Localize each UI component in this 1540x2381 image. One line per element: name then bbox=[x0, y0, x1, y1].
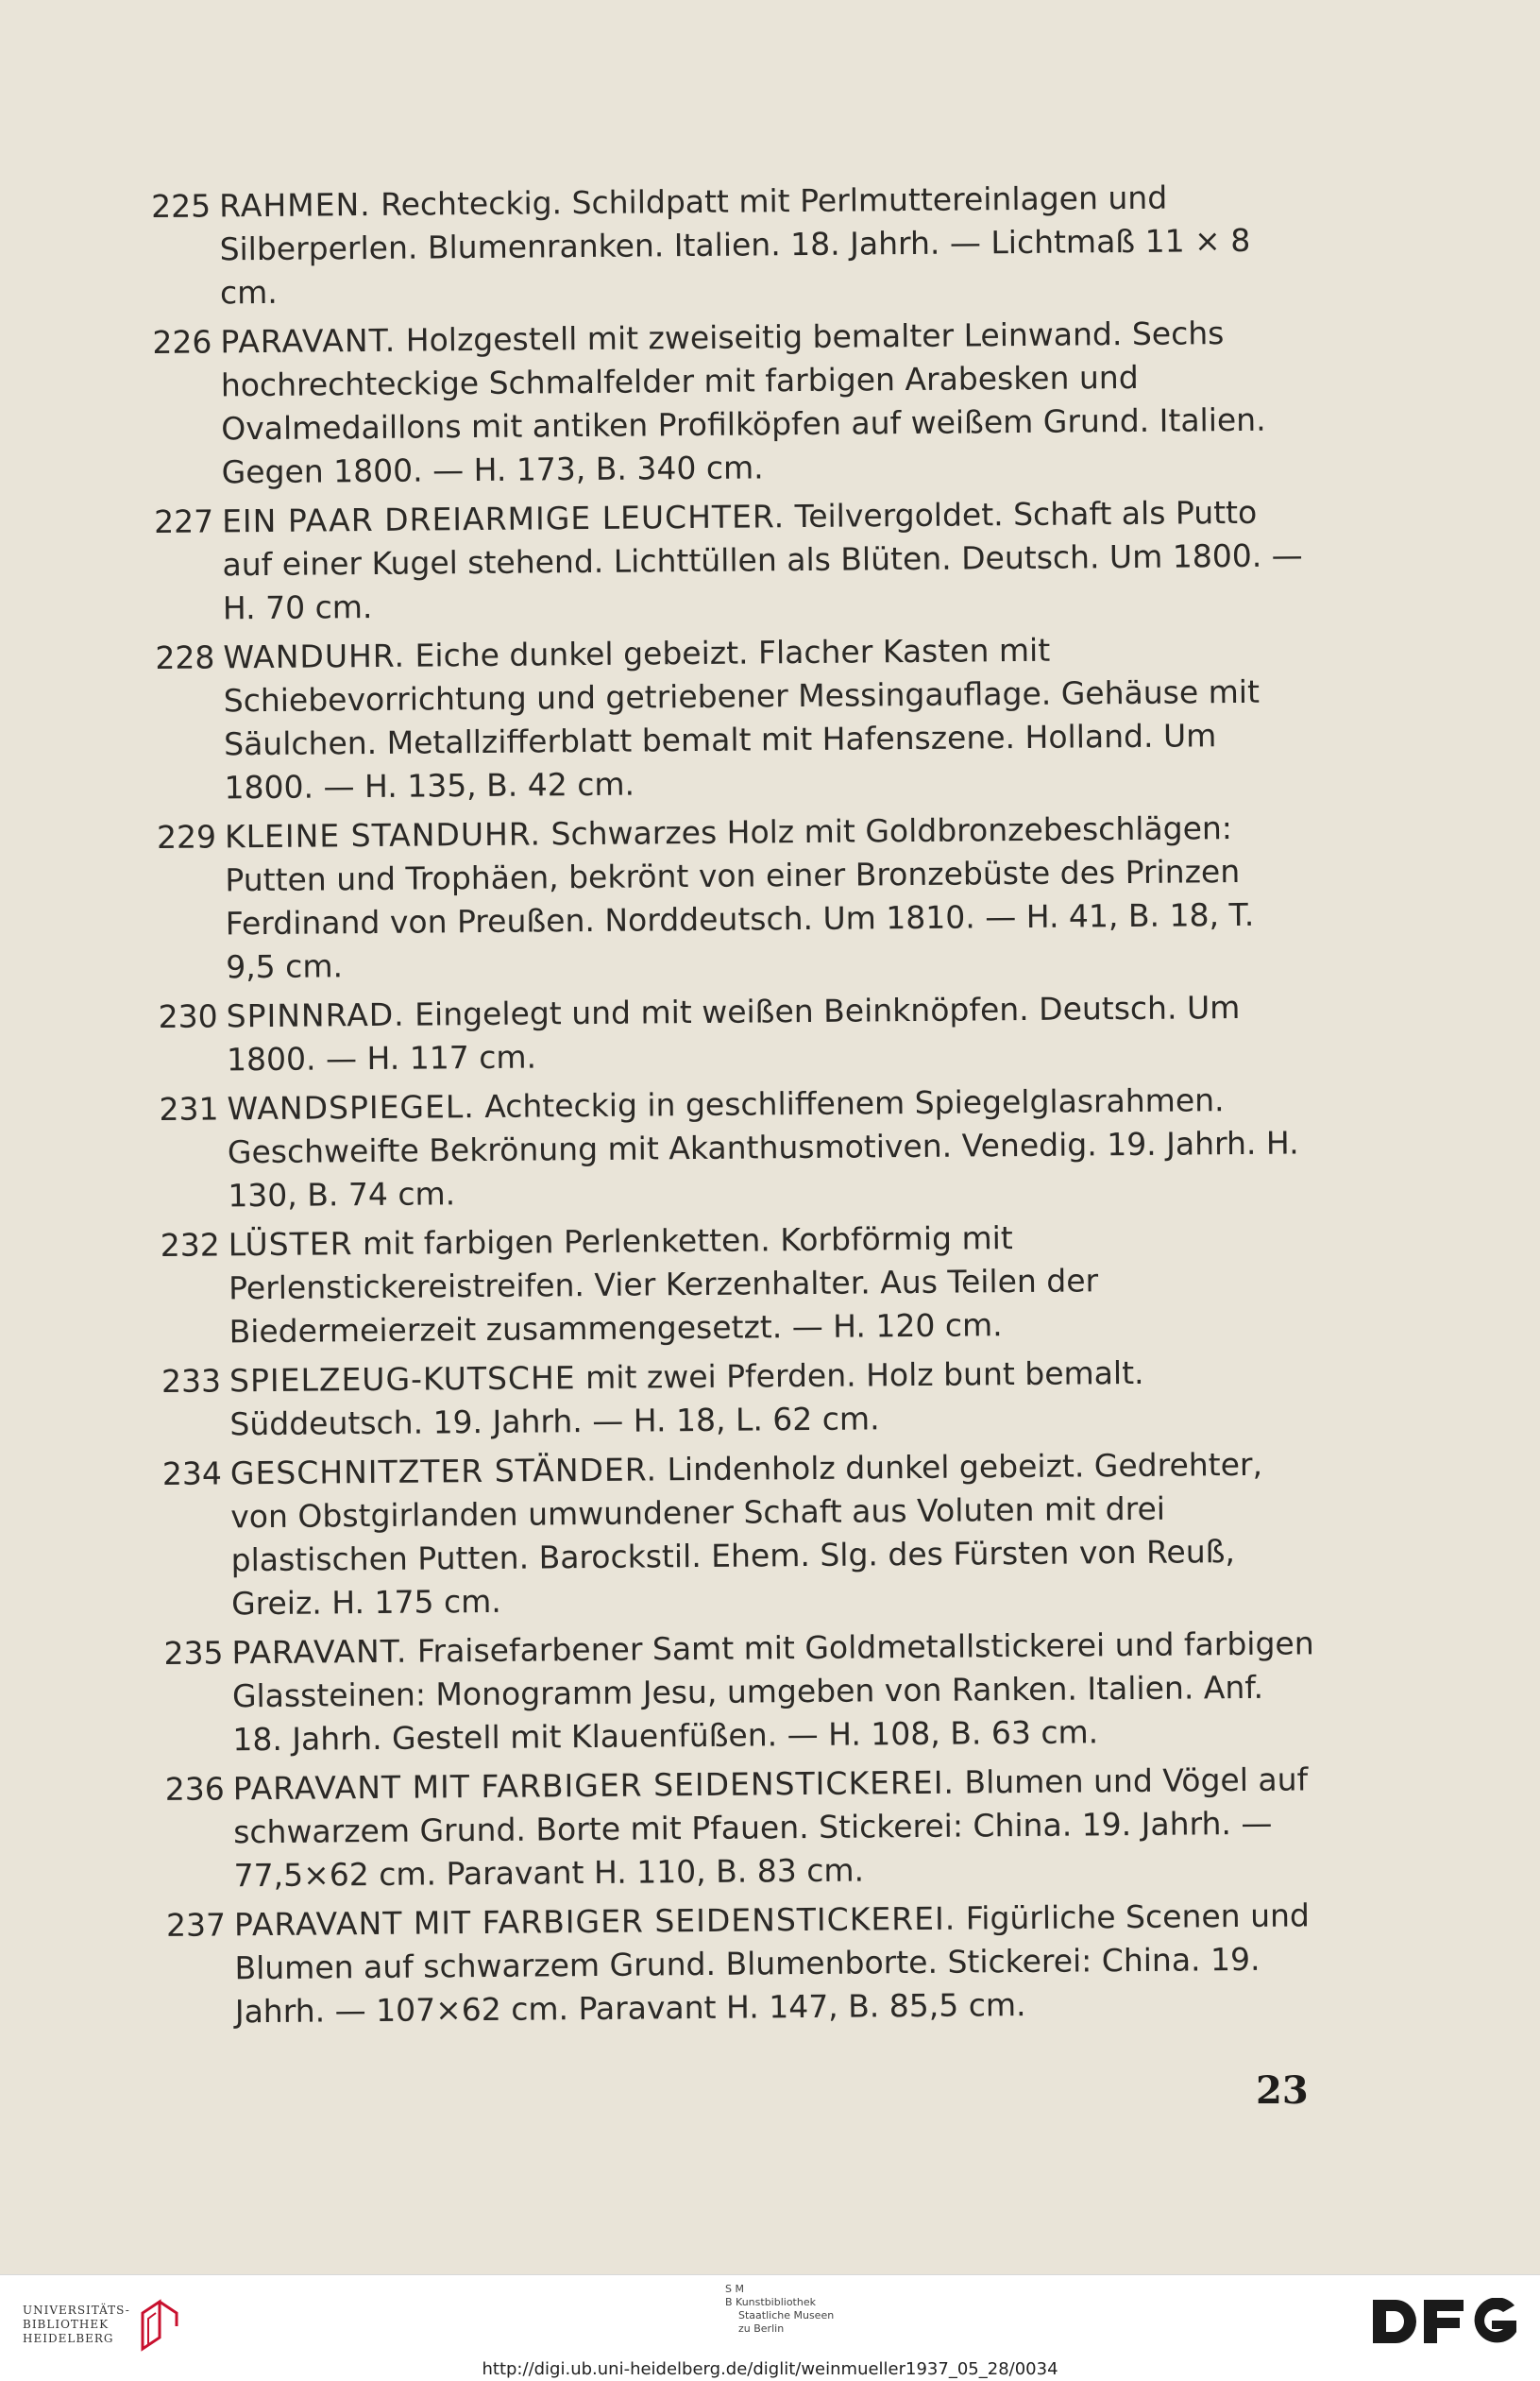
catalog-entry bbox=[165, 1758, 1318, 1898]
university-logo-line: HEIDELBERG bbox=[23, 2332, 114, 2345]
source-url-link[interactable]: http://digi.ub.uni-heidelberg.de/diglit/weinmueller1937_05_28/0034 bbox=[0, 2358, 1540, 2381]
catalog-entry bbox=[162, 1442, 1316, 1626]
dfg-logo[interactable] bbox=[1371, 2298, 1518, 2345]
entry-number: 226 bbox=[152, 323, 212, 361]
catalog-entry bbox=[152, 311, 1306, 495]
entry-title: PARAVANT. bbox=[231, 1632, 408, 1672]
catalog-entry bbox=[157, 806, 1311, 990]
entry-number: 228 bbox=[155, 638, 215, 676]
university-emblem-icon bbox=[137, 2298, 182, 2353]
entry-title: EIN PAAR DREIARMIGE LEUCHTER. bbox=[221, 498, 786, 540]
smb-kunstbibliothek-logo[interactable] bbox=[725, 2283, 834, 2336]
entry-title: SPINNRAD. bbox=[226, 995, 405, 1035]
entry-number: 230 bbox=[158, 997, 218, 1035]
catalog-entry bbox=[158, 985, 1311, 1082]
entry-text: Schwarzes Holz mit Goldbronzebeschlägen: Putten und Trophäen, bekrönt von einer Bronzebüste des Prinzen Ferdinand von Preußen. Norddeutsch. Um 1810. — H. 41, B. 18, T. 9,5 cm. bbox=[225, 809, 1255, 986]
entry-text: Lindenholz dunkel gebeizt. Gedrehter, von Obstgirlanden umwundener Schaft aus Voluten mit drei plastischen Putten. Barockstil. Ehem. Slg. des Fürsten von Reuß, Greiz. H. 175 cm. bbox=[230, 1445, 1263, 1623]
entry-title: SPIELZEUG-KUTSCHE bbox=[228, 1359, 576, 1400]
entry-text: Eiche dunkel gebeizt. Flacher Kasten mit Schiebevorrichtung und getriebener Messingauflage. Gehäuse mit Säulchen. Metallzifferblatt bemalt mit Hafenszene. Holland. Um 1800. — H. 135, B. 42 cm. bbox=[223, 631, 1261, 807]
entry-number: 231 bbox=[159, 1090, 219, 1128]
university-logo-line: UNIVERSITÄTS- bbox=[23, 2304, 130, 2317]
smb-logo-line: S M bbox=[725, 2283, 744, 2295]
smb-logo-line: Staatliche Museen bbox=[738, 2309, 835, 2321]
entry-title: GESCHNITZTER STÄNDER. bbox=[229, 1451, 658, 1492]
entry-text: mit farbigen Perlenketten. Korbförmig mit Perlenstickereistreifen. Vier Kerzenhalter. Aus Teilen der Biedermeierzeit zusammengesetzt. — H. 120 cm. bbox=[228, 1219, 1099, 1351]
entry-text: Rechteckig. Schildpatt mit Perlmuttereinlagen und Silberperlen. Blumenranken. Italien. 18. Jahrh. — Lichtmaß 11 × 8 cm. bbox=[219, 179, 1251, 312]
catalog-entry bbox=[161, 1214, 1313, 1354]
entry-number: 237 bbox=[165, 1906, 227, 1944]
entry-text: Figürliche Scenen und Blumen auf schwarzem Grund. Blumenborte. Stickerei: China. 19. Jahrh. — 107×62 cm. Paravant H. 147, B. 85,5 cm. bbox=[234, 1896, 1311, 2031]
entry-number: 225 bbox=[151, 187, 212, 225]
entry-number: 232 bbox=[160, 1226, 220, 1264]
entry-text: Teilvergoldet. Schaft als Putto auf einer Kugel stehend. Lichttüllen als Blüten. Deutsch. Um 1800. — H. 70 cm. bbox=[222, 493, 1303, 627]
entry-text: Achteckig in geschliffenem Spiegelglasrahmen. Geschweifte Bekrönung mit Akanthusmotiven. Venedig. 19. Jahrh. H. 130, B. 74 cm. bbox=[227, 1081, 1299, 1215]
catalog-entry bbox=[155, 626, 1309, 810]
entry-text: mit zwei Pferden. Holz bunt bemalt. Süddeutsch. 19. Jahrh. — H. 18, L. 62 cm. bbox=[229, 1353, 1144, 1443]
entry-text: Holzgestell mit zweiseitig bemalter Leinwand. Sechs hochrechteckige Schmalfelder mit farbigen Arabesken und Ovalmedaillons mit antiken Profilköpfen auf weißem Grund. Italien. Gegen 1800. — H. 173, B. 340 cm. bbox=[220, 315, 1266, 491]
catalog-entry bbox=[159, 1078, 1312, 1218]
entry-title: KLEINE STANDUHR. bbox=[224, 815, 542, 856]
entry-title: LÜSTER bbox=[228, 1225, 353, 1264]
entry-number: 229 bbox=[156, 818, 217, 856]
entry-title: WANDSPIEGEL. bbox=[227, 1088, 475, 1128]
footer-bar bbox=[0, 2274, 1540, 2359]
catalog-entry bbox=[166, 1894, 1319, 2034]
catalog-entry bbox=[163, 1622, 1316, 1762]
smb-logo-line: zu Berlin bbox=[738, 2322, 785, 2335]
page-number: 23 bbox=[1256, 2068, 1309, 2113]
catalog-entry bbox=[151, 175, 1304, 315]
entry-number: 235 bbox=[163, 1634, 224, 1672]
catalog-entries bbox=[151, 175, 1319, 2040]
entry-number: 234 bbox=[161, 1454, 223, 1492]
entry-title: RAHMEN. bbox=[219, 185, 371, 225]
entry-title: PARAVANT. bbox=[220, 321, 397, 361]
entry-number: 236 bbox=[164, 1770, 225, 1808]
entry-text: Eingelegt und mit weißen Beinknöpfen. Deutsch. Um 1800. — H. 117 cm. bbox=[226, 988, 1241, 1079]
entry-number: 233 bbox=[161, 1362, 222, 1400]
smb-logo-line: B Kunstbibliothek bbox=[725, 2296, 816, 2308]
entry-title: PARAVANT MIT FARBIGER SEIDENSTICKEREI. bbox=[233, 1899, 956, 1944]
entry-number: 227 bbox=[153, 502, 214, 540]
university-library-logo[interactable] bbox=[23, 2304, 130, 2346]
entry-text: Fraisefarbener Samt mit Goldmetallstickerei und farbigen Glassteinen: Monogramm Jesu, umgeben von Ranken. Italien. Anf. 18. Jahrh. Gestell mit Klauenfüßen. — H. 108, B. 63 cm. bbox=[231, 1624, 1314, 1759]
catalog-entry bbox=[154, 490, 1307, 631]
entry-text: Blumen und Vögel auf schwarzem Grund. Borte mit Pfauen. Stickerei: China. 19. Jahrh. — 77,5×62 cm. Paravant H. 110, B. 83 cm. bbox=[233, 1760, 1309, 1895]
catalog-entry bbox=[161, 1350, 1314, 1447]
entry-title: PARAVANT MIT FARBIGER SEIDENSTICKEREI. bbox=[232, 1763, 956, 1808]
entry-title: WANDUHR. bbox=[223, 637, 406, 676]
university-logo-line: BIBLIOTHEK bbox=[23, 2318, 110, 2331]
